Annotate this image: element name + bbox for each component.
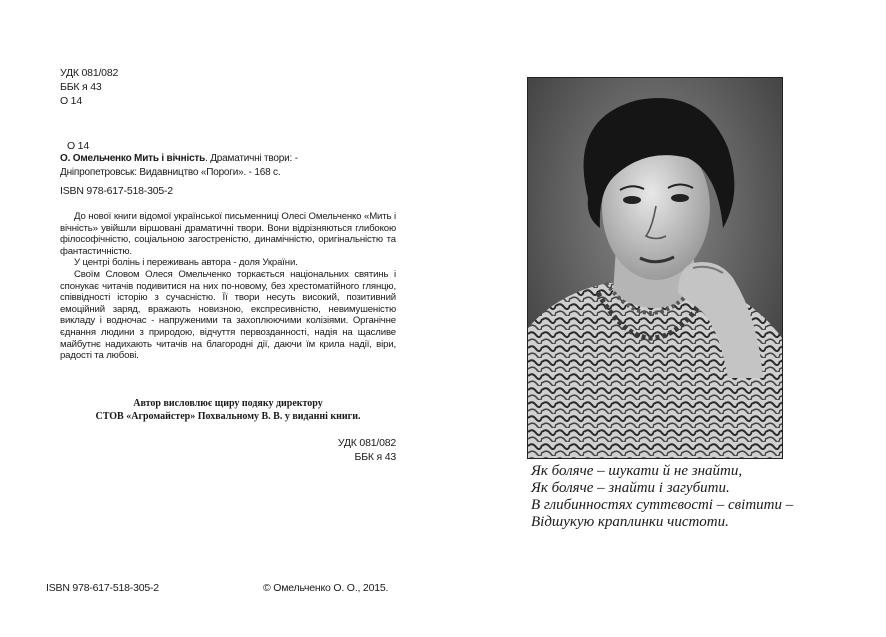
udk-code-bottom: УДК 081/082: [337, 437, 396, 449]
acknowledgement-line-2: СТОВ «Агромайстер» Похвальному В. В. у виданні книги.: [95, 410, 361, 422]
poem-line: В глибинностях суттєвості – світити –: [531, 497, 794, 513]
portrait-photo: [527, 77, 783, 459]
author-sign-repeat: О 14: [67, 140, 89, 152]
bbk-code: ББК я 43: [60, 81, 102, 93]
udk-code: УДК 081/082: [60, 67, 119, 79]
isbn-text: ISBN 978-617-518-305-2: [60, 185, 173, 197]
footer-isbn: ISBN 978-617-518-305-2: [46, 582, 159, 594]
bib-line-1-rest: . Драматичні твори: -: [205, 153, 298, 164]
footer-copyright: © Омельченко О. О., 2015.: [263, 582, 389, 594]
annotation-text: [60, 211, 396, 362]
poem-line: Як боляче – знайти і загубити.: [531, 480, 730, 496]
bib-title: О. Омельченко Мить і вічність: [60, 153, 206, 164]
annotation-paragraph: До нової книги відомої української письменниці Олесі Омельченко «Мить і вічність» увійшли віршовані драматичні твори. Вони відрізняються глибокою філософічністю, соціальною загостреністю, динамічністю, оригінальністю та фантастичністю.: [60, 211, 396, 257]
acknowledgement: [60, 398, 396, 423]
poem-line: Відшукую краплинки чистоти.: [531, 514, 729, 530]
annotation-paragraph: У центрі болінь і переживань автора - доля України.: [74, 257, 298, 269]
author-sign: О 14: [60, 95, 82, 107]
acknowledgement-line-1: Автор висловлює щиру подяку директору: [133, 398, 323, 409]
bib-line-2: Дніпропетровськ: Видавництво «Пороги». - 168 с.: [60, 166, 281, 178]
annotation-paragraph: Своїм Словом Олеся Омельченко торкається національних святинь і спонукає читачів подивитися на них по-новому, без хрестоматійного глянцю, співвідності історію з сучасністю. Її твори несуть високий, позитивний емоційний заряд, вражають новизною, експресивністю, невимушеністю викладу і водночас - напруженими та захоплюючими колізіями. Органічне єднання людини з природою, відчуття первозданності, надія на щасливе майбутнє надихають читачів на благородні дії, даючи їм крила надії, віри, радості та любові.: [60, 268, 396, 362]
bib-line-1: [60, 152, 298, 166]
poem: [531, 463, 851, 531]
portrait-photo-icon: [528, 78, 782, 458]
classification-codes-bottom: [300, 436, 396, 464]
bbk-code-bottom: ББК я 43: [354, 451, 396, 463]
classification-codes-top: [60, 66, 118, 108]
bibliographic-entry: [60, 152, 298, 179]
poem-line: Як боляче – шукати й не знайти,: [531, 463, 743, 479]
